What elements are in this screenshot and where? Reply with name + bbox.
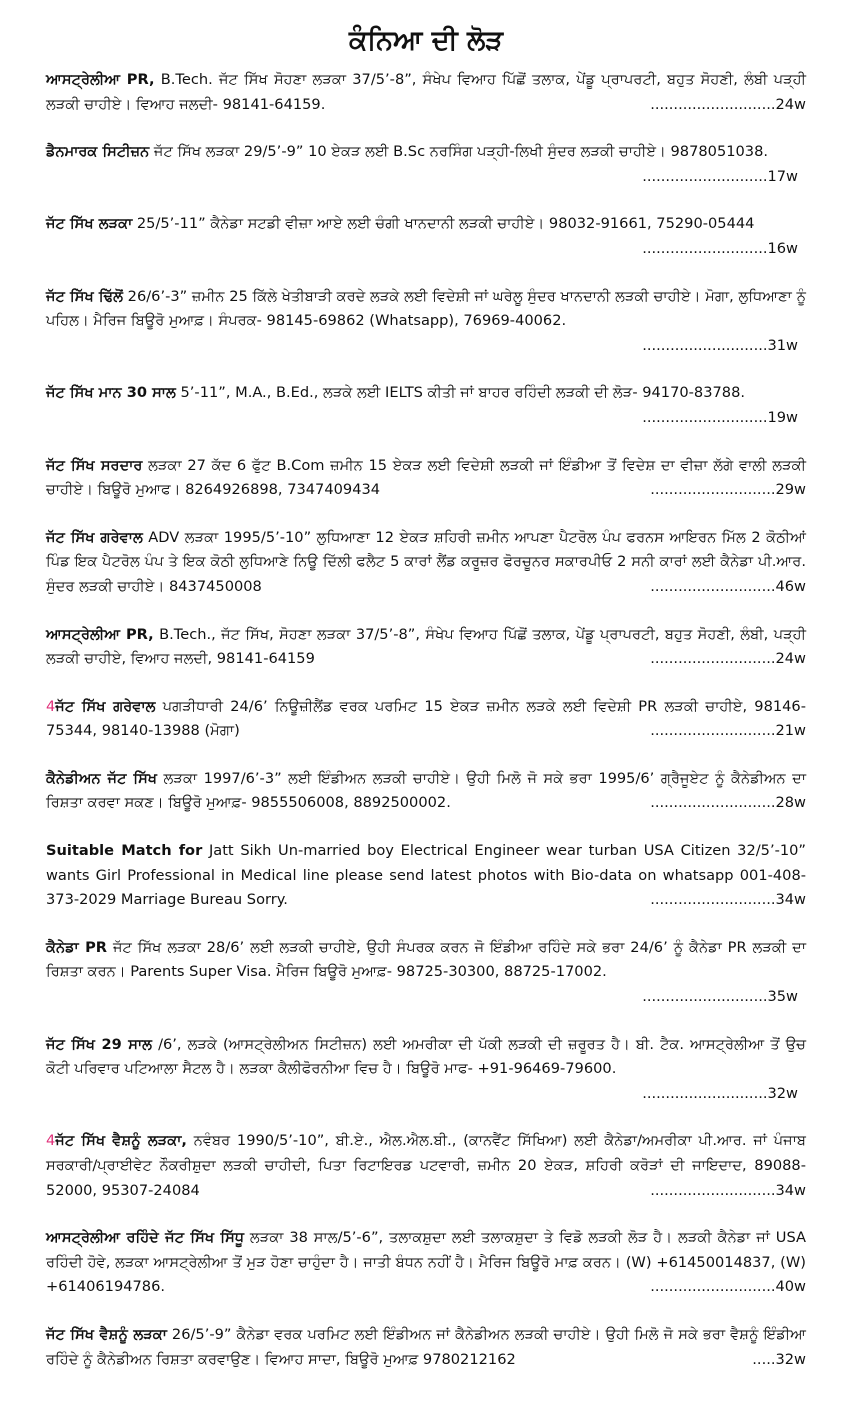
ad-lead: ਜੱਟ ਸਿੱਖ ਗਰੇਵਾਲ [55,697,156,715]
classified-ad [46,1226,806,1300]
ad-code: ...........................32w [642,1084,798,1102]
classified-ad [46,454,806,503]
ad-lead: ਕੈਨੇਡਾ PR [46,938,108,956]
ad-text: ਲੜਕਾ 1997/6’-3” ਲਈ ਇੰਡੀਅਨ ਲੜਕੀ ਚਾਹੀਏ। ਉਹੀ ਮਿਲੋ ਜੋ ਸਕੇ ਭਰਾ 1995/6’ ਗ੍ਰੈਜੂਏਟ ਨੂੰ ਕੈਨੇਡੀਅਨ ਦਾ ਰਿਸ਼ਤਾ ਕਰਵਾ ਸਕਣ। ਬਿਊਰੋ ਮੁਆਫ਼- 9855506008, 8892500002. [46,769,807,812]
ad-text: Jatt Sikh Un-married boy Electrical Engineer wear turban USA Citizen 32/5’-10” wants Girl Professional in Medical line please send latest photos with Bio-data on whatsapp 001-408-373-2029 Marriage Bureau Sorry. [46,842,806,909]
ad-code: ...........................35w [642,988,798,1006]
ad-text: 25/5’-11” ਕੈਨੇਡਾ ਸਟਡੀ ਵੀਜ਼ਾ ਆਏ ਲਈ ਚੰਗੀ ਖਾਨਦਾਨੀ ਲੜਕੀ ਚਾਹੀਏ। 98032-91661, 75290-05444 [132,215,755,233]
ad-lead: ਜੱਟ ਸਿੱਖ ਸਰਦਾਰ [46,456,143,474]
ad-lead: ਜੱਟ ਸਿੱਖ ਲੜਕਾ [46,215,133,233]
ad-lead: ਜੱਟ ਸਿੱਖ ਵੈਸ਼ਨੂੰ ਲੜਕਾ, [55,1132,187,1150]
ad-code: ...........................40w [650,1278,806,1296]
ad-lead: Suitable Match for [46,842,203,860]
section-heading: ਕੰਨਿਆ ਦੀ ਲੋੜ [348,25,504,56]
ad-lead: ਆਸਟ੍ਰੇਲੀਆ ਰਹਿੰਦੇ ਜੱਟ ਸਿੱਖ ਸਿੱਧੂ [46,1229,245,1247]
ad-code: ...........................24w [650,650,806,668]
ad-code: ...........................24w [650,95,806,113]
ad-code: .....32w [752,1350,806,1368]
classified-ad [46,623,806,672]
ad-lead: ਡੈਨਮਾਰਕ ਸਿਟੀਜ਼ਨ [46,143,150,161]
ad-text: 26/6’-3” ਜ਼ਮੀਨ 25 ਕਿੱਲੇ ਖੇਤੀਬਾੜੀ ਕਰਦੇ ਲੜਕੇ ਲਈ ਵਿਦੇਸ਼ੀ ਜਾਂ ਘਰੇਲੂ ਸੁੰਦਰ ਖਾਨਦਾਨੀ ਲੜਕੀ ਚਾਹੀਏ। ਮੋਗਾ, ਲੁਧਿਆਣਾ ਨੂੰ ਪਹਿਲ। ਮੈਰਿਜ ਬਿਊਰੋ ਮੁਆਫ਼। ਸੰਪਰਕ- 98145-69862 (Whatsapp), 76969-40062. [46,287,807,330]
ad-code: ...........................46w [650,577,806,595]
classified-ad [46,695,806,744]
ad-text: ਲੜਕਾ 27 ਕੱਦ 6 ਫੁੱਟ B.Com ਜ਼ਮੀਨ 15 ਏਕੜ ਲਈ ਵਿਦੇਸ਼ੀ ਲੜਕੀ ਜਾਂ ਇੰਡੀਆ ਤੋਂ ਵਿਦੇਸ਼ ਦਾ ਵੀਜ਼ਾ ਲੱਗੇ ਵਾਲੀ ਲੜਕੀ ਚਾਹੀਏ। ਬਿਊਰੋ ਮੁਆਫ। 8264926898, 7347409434 [46,456,806,499]
classified-ad [46,767,806,816]
ad-text: 26/5’-9” ਕੈਨੇਡਾ ਵਰਕ ਪਰਮਿਟ ਲਈ ਇੰਡੀਅਨ ਜਾਂ ਕੈਨੇਡੀਅਨ ਲੜਕੀ ਚਾਹੀਏ। ਉਹੀ ਮਿਲੋ ਜੋ ਸਕੇ ਭਰਾ ਵੈਸ਼ਨੂੰ ਇੰਡੀਆ ਰਹਿੰਦੇ ਨੂੰ ਕੈਨੇਡੀਅਨ ਰਿਸ਼ਤਾ ਕਰਵਾਉਣ। ਵਿਆਹ ਸਾਦਾ, ਬਿਊਰੋ ਮੁਆਫ਼ 9780212162 [46,1325,806,1368]
ad-code: ...........................28w [650,794,806,812]
ad-text: /6’, ਲੜਕੇ (ਆਸਟ੍ਰੇਲੀਅਨ ਸਿਟੀਜ਼ਨ) ਲਈ ਅਮਰੀਕਾ ਦੀ ਪੱਕੀ ਲੜਕੀ ਦੀ ਜ਼ਰੂਰਤ ਹੈ। ਬੀ. ਟੈਕ. ਆਸਟ੍ਰੇਲੀਆ ਤੋਂ ਉਚ ਕੋਟੀ ਪਰਿਵਾਰ ਪਟਿਆਲਾ ਸੈਟਲ ਹੈ। ਲੜਕਾ ਕੈਲੀਫੋਰਨੀਆ ਵਿਚ ਹੈ। ਬਿਊਰੋ ਮਾਫ- +91-96469-79600. [46,1035,806,1078]
ad-code: ...........................19w [642,408,798,426]
classified-ad [46,68,806,117]
ad-text: ਨਵੰਬਰ 1990/5’-10”, ਬੀ.ਏ., ਐਲ.ਐਲ.ਬੀ., (ਕਾਨਵੈਂਟ ਸਿੱਖਿਆ) ਲਈ ਕੈਨੇਡਾ/ਅਮਰੀਕਾ ਪੀ.ਆਰ. ਜਾਂ ਪੰਜਾਬ ਸਰਕਾਰੀ/ਪ੍ਰਾਈਵੇਟ ਨੌਕਰੀਸ਼ੁਦਾ ਲੜਕੀ ਚਾਹੀਦੀ, ਪਿਤਾ ਰਿਟਾਇਰਡ ਪਟਵਾਰੀ, ਜ਼ਮੀਨ 20 ਏਕੜ, ਸ਼ਹਿਰੀ ਕਰੋੜਾਂ ਦੀ ਜਾਇਦਾਦ, 89088-52000, 95307-24084 [46,1132,806,1199]
ad-code: ...........................31w [642,336,798,354]
classified-ad [46,1323,806,1372]
ad-code: ...........................21w [650,722,806,740]
ad-lead: ਆਸਟ੍ਰੇਲੀਆ PR, [46,625,154,643]
ad-lead: ਜੱਟ ਸਿੱਖ ਵੈਸ਼ਨੂੰ ਲੜਕਾ [46,1325,167,1343]
ad-text: ਜੱਟ ਸਿੱਖ ਲੜਕਾ 29/5’-9” 10 ਏਕੜ ਲਈ B.Sc ਨਰਸਿੰਗ ਪੜ੍ਹੀ-ਲਿਖੀ ਸੁੰਦਰ ਲੜਕੀ ਚਾਹੀਏ। 9878051038. [149,143,769,161]
ads-list [46,68,806,1372]
classified-ad [46,212,806,261]
ad-lead: ਜੱਟ ਸਿੱਖ ਢਿੱਲੋਂ [46,287,123,305]
ad-lead: ਕੈਨੇਡੀਅਨ ਜੱਟ ਸਿੱਖ [46,769,158,787]
ad-text: ਲੜਕਾ 38 ਸਾਲ/5’-6”, ਤਲਾਕਸ਼ੁਦਾ ਲਈ ਤਲਾਕਸ਼ੁਦਾ ਤੇ ਵਿਡੋ ਲੜਕੀ ਲੋੜ ਹੈ। ਲੜਕੀ ਕੈਨੇਡਾ ਜਾਂ USA ਰਹਿੰਦੀ ਹੋਵੇ, ਲੜਕਾ ਆਸਟ੍ਰੇਲੀਆ ਤੋਂ ਮੁੜ ਹੋਣਾ ਚਾਹੁੰਦਾ ਹੈ। ਜਾਤੀ ਬੰਧਨ ਨਹੀਂ ਹੈ। ਮੈਰਿਜ ਬਿਊਰੋ ਮਾਫ਼ ਕਰਨ। (W) +61450014837, (W) +61406194786. [46,1229,807,1296]
classified-ad [46,140,806,189]
ad-lead: ਜੱਟ ਸਿੱਖ ਗਰੇਵਾਲ [46,528,143,546]
ad-text: ਪਗੜੀਧਾਰੀ 24/6’ ਨਿਊਜ਼ੀਲੈਂਡ ਵਰਕ ਪਰਮਿਟ 15 ਏਕੜ ਜ਼ਮੀਨ ਲੜਕੇ ਲਈ ਵਿਦੇਸ਼ੀ PR ਲੜਕੀ ਚਾਹੀਏ, 98146-75344, 98140-13988 (ਮੋਗਾ) [46,697,806,740]
ad-marker-number: 4 [46,697,56,715]
ad-code: ...........................16w [642,239,798,257]
ad-lead: ਜੱਟ ਸਿੱਖ 29 ਸਾਲ [46,1035,153,1053]
ad-code: ...........................17w [642,167,798,185]
classified-ad [46,1129,806,1203]
classified-ad [46,1033,806,1107]
ad-text: B.Tech., ਜੱਟ ਸਿੱਖ, ਸੋਹਣਾ ਲੜਕਾ 37/5’-8”, ਸੰਖੇਪ ਵਿਆਹ ਪਿੱਛੋਂ ਤਲਾਕ, ਪੇਂਡੂ ਪ੍ਰਾਪਰਟੀ, ਬਹੁਤ ਸੋਹਣੀ, ਲੰਬੀ, ਪੜ੍ਹੀ ਲੜਕੀ ਚਾਹੀਏ, ਵਿਆਹ ਜਲਦੀ, 98141-64159 [46,625,806,668]
ad-code: ...........................34w [650,891,806,909]
ad-marker-number: 4 [46,1132,56,1150]
ad-code: ...........................29w [650,481,806,499]
ad-code: ...........................34w [650,1181,806,1199]
classified-ad [46,285,806,359]
ad-text: ਜੱਟ ਸਿੱਖ ਲੜਕਾ 28/6’ ਲਈ ਲੜਕੀ ਚਾਹੀਏ, ਉਹੀ ਸੰਪਰਕ ਕਰਨ ਜੋ ਇੰਡੀਆ ਰਹਿੰਦੇ ਸਕੇ ਭਰਾ 24/6’ ਨੂੰ ਕੈਨੇਡਾ PR ਲੜਕੀ ਦਾ ਰਿਸ਼ਤਾ ਕਰਨ। Parents Super Visa. ਮੈਰਿਜ ਬਿਊਰੋ ਮੁਆਫ਼- 98725-30300, 88725-17002. [46,938,807,981]
ad-text: B.Tech. ਜੱਟ ਸਿੱਖ ਸੋਹਣਾ ਲੜਕਾ 37/5’-8”, ਸੰਖੇਪ ਵਿਆਹ ਪਿੱਛੋਂ ਤਲਾਕ, ਪੇਂਡੂ ਪ੍ਰਾਪਰਟੀ, ਬਹੁਤ ਸੋਹਣੀ, ਲੰਬੀ ਪੜ੍ਹੀ ਲੜਕੀ ਚਾਹੀਏ। ਵਿਆਹ ਜਲਦੀ- 98141-64159. [46,71,806,113]
ad-lead: ਆਸਟ੍ਰੇਲੀਆ PR, [46,71,155,88]
classified-ad [46,526,806,600]
classified-ad [46,381,806,430]
classified-ad [46,839,806,913]
ad-lead: ਜੱਟ ਸਿੱਖ ਮਾਨ 30 ਸਾਲ [46,384,176,402]
ad-text: ADV ਲੜਕਾ 1995/5’-10” ਲੁਧਿਆਣਾ 12 ਏਕੜ ਸ਼ਹਿਰੀ ਜ਼ਮੀਨ ਆਪਣਾ ਪੈਟਰੋਲ ਪੰਪ ਫਰਨਸ ਆਇਰਨ ਮਿੱਲ 2 ਕੋਠੀਆਂ ਪਿੰਡ ਇਕ ਪੈਟਰੋਲ ਪੰਪ ਤੇ ਇਕ ਕੋਠੀ ਲੁਧਿਆਣੇ ਨਿਊ ਦਿੱਲੀ ਫਲੈਟ 5 ਕਾਰਾਂ ਲੈਂਡ ਕਰੂਜ਼ਰ ਫੋਰਚੂਨਰ ਸਕਾਰਪੀਓ 2 ਸਨੀ ਕਾਰਾਂ ਲਈ ਕੈਨੇਡਾ ਪੀ.ਆਰ. ਸੁੰਦਰ ਲੜਕੀ ਚਾਹੀਏ। 8437450008 [46,528,806,595]
classified-ad [46,936,806,1010]
ad-text: 5’-11”, M.A., B.Ed., ਲੜਕੇ ਲਈ IELTS ਕੀਤੀ ਜਾਂ ਬਾਹਰ ਰਹਿੰਦੀ ਲੜਕੀ ਦੀ ਲੋੜ- 94170-83788. [175,384,745,402]
